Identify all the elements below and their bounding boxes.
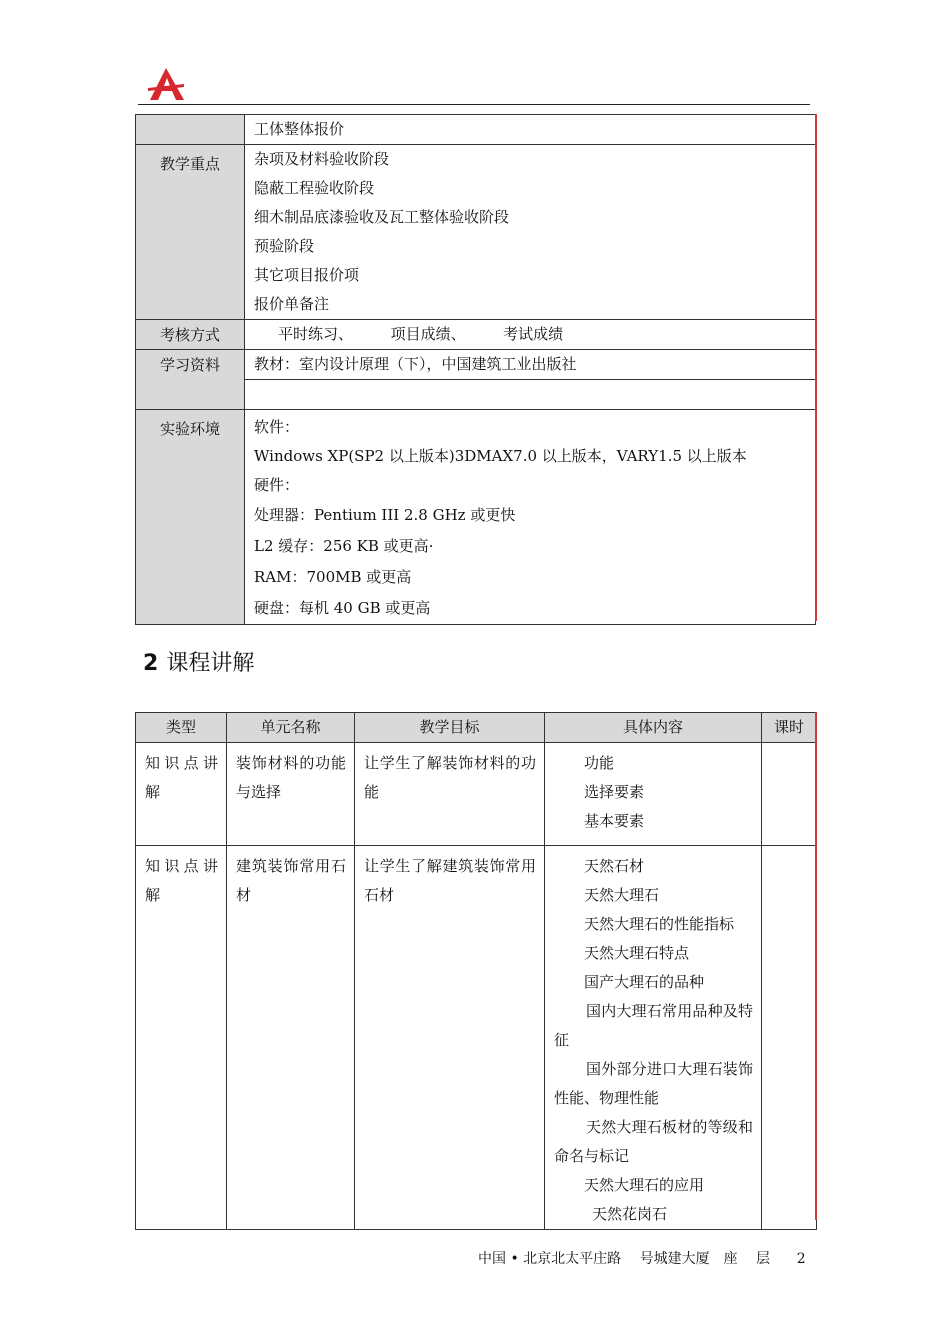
- content-line: 天然花岗石: [592, 1205, 668, 1223]
- assessment-item: 项目成绩、: [390, 325, 466, 343]
- hours-cell: [762, 743, 817, 846]
- content-line: 杂项及材料验收阶段: [254, 150, 390, 168]
- content-line: 教材：室内设计原理（下），中国建筑工业出版社: [254, 355, 577, 373]
- content-line: L2 缓存：256 KB 或更高·: [254, 537, 434, 555]
- assessment-item: 平时练习、: [278, 325, 354, 343]
- section-heading: [143, 646, 254, 677]
- content-line: 选择要素: [584, 783, 645, 801]
- header-rule: [138, 104, 810, 105]
- content-line: 细木制品底漆验收及瓦工整体验收阶段: [254, 208, 510, 226]
- row-label: 学习资料: [136, 350, 245, 410]
- page-edge-mark: [815, 712, 817, 1220]
- column-header: 单元名称: [227, 713, 355, 743]
- table-row: [136, 410, 816, 625]
- content-line: 硬件：: [254, 476, 300, 494]
- content-line: 天然大理石: [584, 886, 660, 904]
- unit-cell: 装饰材料的功能与选择: [227, 743, 355, 846]
- row-content: [245, 410, 816, 625]
- table-row: [136, 320, 816, 350]
- table-row: [136, 743, 817, 846]
- content-line: 处理器：Pentium III 2.8 GHz 或更快: [254, 506, 516, 524]
- footer-address: 中国 • 北京北太平庄路 号城建大厦 座 层: [478, 1251, 771, 1267]
- table-row: [136, 145, 816, 320]
- content-line: 软件：: [254, 418, 300, 436]
- content-line: 国内大理石常用品种及特征: [554, 1002, 753, 1049]
- row-content: [245, 350, 816, 380]
- content-line: Windows XP(SP2 以上版本)3DMAX7.0 以上版本，VARY1.5 以上版本: [254, 447, 747, 465]
- row-content: [245, 320, 816, 350]
- row-label: [136, 115, 245, 145]
- page-number: 2: [796, 1251, 806, 1267]
- content-cell: [545, 846, 762, 1230]
- row-content: [245, 145, 816, 320]
- content-line: 天然大理石的应用: [584, 1176, 705, 1194]
- content-line: RAM：700MB 或更高: [254, 568, 412, 586]
- course-content-table: [135, 712, 817, 1230]
- table-row: [136, 846, 817, 1230]
- column-header: 课时: [762, 713, 817, 743]
- hours-cell: [762, 846, 817, 1230]
- content-line: 预验阶段: [254, 237, 315, 255]
- column-header: 类型: [136, 713, 227, 743]
- letter-a-logo-icon: [146, 66, 186, 102]
- goal-cell: 让学生了解装饰材料的功能: [355, 743, 545, 846]
- content-cell: [545, 743, 762, 846]
- content-line: 报价单备注: [254, 295, 330, 313]
- type-cell: 知识点讲解: [136, 846, 227, 1230]
- column-header: 具体内容: [545, 713, 762, 743]
- row-label: 实验环境: [136, 410, 245, 625]
- section-title: 课程讲解: [166, 651, 255, 676]
- page-edge-mark: [815, 114, 817, 621]
- page-footer: [478, 1248, 806, 1268]
- table-header-row: [136, 713, 817, 743]
- content-line: 国外部分进口大理石装饰性能、物理性能: [554, 1060, 753, 1107]
- content-line: 隐蔽工程验收阶段: [254, 179, 375, 197]
- content-line: 天然大理石板材的等级和命名与标记: [554, 1118, 753, 1165]
- content-line: 基本要素: [584, 812, 645, 830]
- content-line: 天然石材: [584, 857, 645, 875]
- table-row: [136, 350, 816, 380]
- content-line: 天然大理石的性能指标: [584, 915, 735, 933]
- unit-cell: 建筑装饰常用石材: [227, 846, 355, 1230]
- content-line: [254, 380, 815, 409]
- content-line: 工体整体报价: [254, 120, 345, 138]
- row-label: 考核方式: [136, 320, 245, 350]
- row-content: [245, 115, 816, 145]
- content-line: 其它项目报价项: [254, 266, 360, 284]
- row-content: [245, 380, 816, 410]
- section-number: 2: [143, 651, 159, 676]
- type-cell: 知识点讲解: [136, 743, 227, 846]
- content-line: 功能: [584, 754, 615, 772]
- column-header: 教学目标: [355, 713, 545, 743]
- content-line: 国产大理石的品种: [584, 973, 705, 991]
- content-line: 硬盘：每机 40 GB 或更高: [254, 599, 431, 617]
- row-label: 教学重点: [136, 145, 245, 320]
- goal-cell: 让学生了解建筑装饰常用石材: [355, 846, 545, 1230]
- content-line: 天然大理石特点: [584, 944, 690, 962]
- course-info-table: [135, 114, 816, 625]
- table-row: [136, 115, 816, 145]
- assessment-item: 考试成绩: [503, 325, 564, 343]
